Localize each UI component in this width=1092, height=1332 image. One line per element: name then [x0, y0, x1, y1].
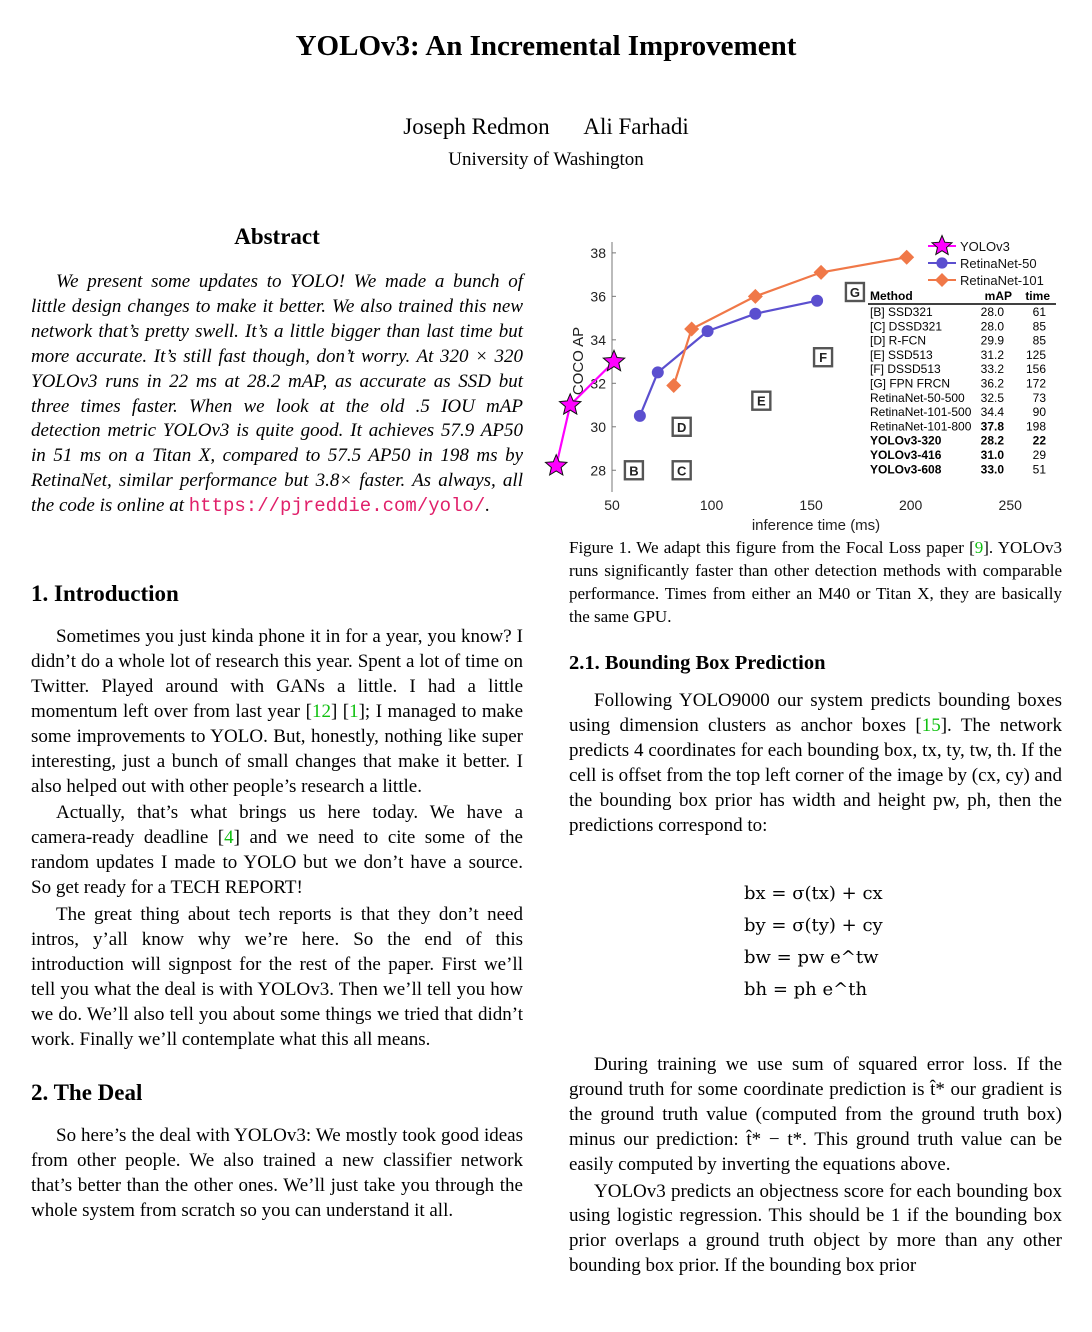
equation: bw = pw e^tw — [744, 947, 879, 968]
author-name: Joseph Redmon — [403, 114, 550, 139]
citation-link[interactable]: 15 — [921, 714, 941, 736]
method-box-label: G — [849, 285, 860, 300]
table-cell-time: 156 — [1025, 362, 1046, 377]
citation-link[interactable]: 9 — [974, 538, 984, 557]
text-span: Sometimes you just kinda phone it in for a year, you know? I didn’t do a whole lot of research this year. Spent a lot of time on Twitter. Played around with GANs a little. I had a little momentum left over from last year [ — [31, 626, 523, 722]
authors — [0, 114, 1092, 140]
abstract-heading: Abstract — [234, 224, 320, 249]
table-cell-time: 61 — [1032, 305, 1046, 319]
text-span: ] [ — [330, 700, 350, 722]
table-cell-method: RetinaNet-101-500 — [870, 405, 972, 420]
data-point-circle — [634, 410, 646, 422]
intro-paragraph — [31, 801, 523, 901]
table-cell-map: 34.4 — [980, 405, 1004, 420]
chart-marks — [546, 250, 915, 480]
method-box-label: D — [676, 419, 687, 435]
table-cell-method: [F] DSSD513 — [870, 362, 941, 377]
intro-paragraph: The great thing about tech reports is that they don’t need intros, y’all know why we’re here. So the end of this introduction will signpost for the rest of the paper. First we’ll tell you what the deal is with YOLOv3. Then we’ll tell you how we do. We’ll also tell you about some things we tried that didn’t work. Finally we’ll contemplate what this all means. — [31, 904, 523, 1050]
code-url-link[interactable]: https://pjreddie.com/yolo/ — [188, 495, 486, 518]
data-point-star — [932, 236, 952, 255]
legend-label: YOLOv3 — [960, 239, 1010, 254]
results-table — [868, 289, 1056, 476]
table-cell-map: 32.5 — [980, 390, 1004, 405]
citation-link[interactable]: 4 — [224, 827, 234, 849]
y-axis-label: COCO AP — [570, 326, 587, 396]
right-column-lower — [569, 1053, 1062, 1279]
equation: bh = ph e^th — [744, 979, 868, 1000]
x-axis-label: inference time (ms) — [751, 517, 881, 534]
abstract — [31, 224, 523, 519]
y-tick-label: 30 — [590, 418, 606, 435]
x-tick-label: 150 — [799, 497, 823, 513]
table-cell-method: [B] SSD321 — [870, 305, 933, 319]
abstract-body: We present some updates to YOLO! We made a bunch of little design changes to make it better. We also trained this new network that’s pretty swell. It’s a little bigger than last time but more accurate. It’s still fast though, don’t worry. At 320 × 320 YOLOv3 runs in 22 ms at 28.2 mAP, as accurate as SSD but three times faster. When we look at the old .5 IOU mAP detection metric YOLOv3 is quite good. It achieves 57.9 AP50 in 51 ms on a Titan X, compared to 57.5 AP50 in 198 ms by RetinaNet, similar performance but 3.8× faster. As always, all the code is online at — [31, 271, 523, 517]
bbox-paragraph — [569, 689, 1062, 838]
table-cell-map: 31.0 — [980, 448, 1004, 462]
section-heading-the-deal: 2. The Deal — [31, 1080, 143, 1106]
text-span: ]. The network predicts 4 coordinates for each bounding box, tx, ty, tw, th. If the cell is offset from the top left corner of the image by (cx, cy) and the bounding box prior has width and height pw, ph, then the predictions correspond to: — [569, 714, 1062, 836]
x-tick-label: 100 — [699, 497, 724, 513]
series-line — [640, 301, 817, 416]
table-header: Method — [870, 289, 913, 303]
paper-title: YOLOv3: An Incremental Improvement — [295, 30, 797, 62]
method-box-label: C — [676, 463, 687, 479]
table-cell-method: RetinaNet-50-500 — [870, 390, 965, 405]
author-name: Ali Farhadi — [583, 114, 689, 139]
y-tick-label: 32 — [590, 375, 606, 392]
table-cell-map: 28.0 — [980, 305, 1004, 319]
table-cell-map: 28.0 — [980, 319, 1004, 334]
table-cell-time: 29 — [1032, 448, 1046, 462]
left-column — [31, 224, 523, 1224]
table-cell-map: 33.2 — [980, 362, 1004, 377]
table-cell-time: 90 — [1032, 405, 1046, 420]
table-cell-method: [E] SSD513 — [870, 347, 933, 362]
table-cell-map: 28.2 — [980, 433, 1004, 448]
y-tick-label: 38 — [590, 244, 606, 261]
data-point-diamond — [935, 273, 949, 287]
table-cell-time: 85 — [1032, 319, 1046, 334]
chart-legend — [928, 236, 1044, 289]
bbox-paragraph: During training we use sum of squared error loss. If the ground truth for some coordinate prediction is t̂* our gradient is the ground truth value (computed from the ground truth box) minus our prediction: t̂* − t*. This ground truth value can be easily computed by inverting the equations above. — [569, 1054, 1062, 1175]
text-span: Figure 1. We adapt this figure from the Focal Loss paper [ — [569, 538, 975, 557]
legend-label: RetinaNet-101 — [960, 273, 1044, 288]
equation: bx = σ(tx) + cx — [744, 883, 883, 904]
y-tick-label: 34 — [590, 331, 606, 348]
citation-link[interactable]: 1 — [349, 700, 359, 722]
data-point-diamond — [748, 289, 763, 304]
table-cell-time: 22 — [1032, 433, 1046, 448]
table-cell-time: 85 — [1032, 333, 1046, 348]
table-cell-method: [G] FPN FRCN — [870, 376, 950, 391]
table-cell-time: 73 — [1032, 390, 1046, 405]
data-point-circle — [702, 325, 714, 337]
bbox-paragraph: YOLOv3 predicts an objectness score for each bounding box using logistic regression. This should be 1 if the bounding box prior overlaps a ground truth object by more than any other bounding box prior. If the bounding box prior — [569, 1180, 1062, 1277]
table-cell-method: [C] DSSD321 — [870, 319, 943, 334]
chart-svg — [540, 232, 1070, 537]
x-tick-label: 250 — [998, 497, 1022, 513]
data-point-circle — [652, 366, 664, 378]
text-span: ]; I managed to make some improvements to YOLO. But, honestly, nothing like super interesting, just a bunch of small changes that make it better. I also helped out with other people’s research a little. — [31, 700, 524, 797]
intro-paragraph — [31, 625, 523, 799]
text-span: Actually, that’s what brings us here today. We have a camera-ready deadline [ — [31, 802, 523, 849]
chart-axes — [570, 242, 1022, 534]
equations — [744, 878, 944, 1006]
abstract-text — [31, 270, 523, 519]
legend-label: RetinaNet-50 — [960, 256, 1037, 271]
table-cell-map: 33.0 — [980, 462, 1004, 477]
text-span: ]. YOLOv3 runs significantly faster than other detection methods with comparable performance. Times from either an M40 or Titan X, they are basically the same GPU. — [569, 538, 1062, 626]
section-heading-introduction: 1. Introduction — [31, 581, 179, 607]
table-cell-map: 36.2 — [980, 376, 1004, 391]
table-cell-method: YOLOv3-608 — [870, 462, 942, 477]
table-cell-time: 51 — [1032, 462, 1046, 477]
data-point-circle — [749, 308, 761, 320]
figure-1-chart — [540, 232, 1070, 537]
right-column — [569, 536, 1062, 838]
table-cell-method: YOLOv3-320 — [870, 433, 942, 448]
text-span: Following YOLO9000 our system predicts bounding boxes using dimension clusters as anchor boxes [ — [569, 690, 1062, 736]
table-cell-map: 29.9 — [980, 333, 1004, 348]
abstract-end: . — [485, 495, 490, 517]
table-cell-time: 172 — [1025, 376, 1046, 391]
subsection-heading-bbox: 2.1. Bounding Box Prediction — [569, 652, 826, 674]
method-box-label: B — [629, 463, 639, 479]
figure-caption — [569, 536, 1062, 628]
x-tick-label: 50 — [604, 497, 620, 513]
citation-link[interactable]: 12 — [311, 700, 331, 722]
data-point-circle — [811, 295, 823, 307]
data-point-diamond — [666, 378, 681, 393]
y-tick-label: 36 — [590, 288, 606, 305]
method-box-label: F — [819, 350, 828, 366]
table-cell-time: 198 — [1025, 419, 1046, 434]
table-header: mAP — [984, 289, 1012, 303]
x-tick-label: 200 — [898, 497, 923, 513]
table-cell-map: 37.8 — [980, 419, 1004, 434]
y-tick-label: 28 — [590, 462, 606, 479]
table-cell-method: RetinaNet-101-800 — [870, 419, 972, 434]
table-cell-method: [D] R-FCN — [870, 333, 926, 348]
data-point-diamond — [899, 250, 914, 265]
method-box-label: E — [756, 393, 766, 409]
table-cell-time: 125 — [1025, 347, 1046, 362]
table-cell-map: 31.2 — [980, 347, 1004, 362]
data-point-circle — [936, 257, 947, 268]
deal-paragraph: So here’s the deal with YOLOv3: We mostly took good ideas from other people. We also trained a new classifier network that’s better than the other ones. We’ll just take you through the whole system from scratch so you can understand it all. — [31, 1125, 523, 1222]
text-span: ] and we need to cite some of the random updates I made to YOLO but we don’t have a source. So get ready for a TECH REPORT! — [31, 827, 523, 899]
data-point-diamond — [684, 321, 699, 336]
data-point-star — [546, 455, 567, 475]
table-cell-method: YOLOv3-416 — [870, 448, 942, 462]
data-point-diamond — [814, 265, 829, 280]
affiliation: University of Washington — [448, 149, 644, 170]
table-header: time — [1025, 289, 1050, 303]
equation: by = σ(ty) + cy — [744, 915, 883, 936]
